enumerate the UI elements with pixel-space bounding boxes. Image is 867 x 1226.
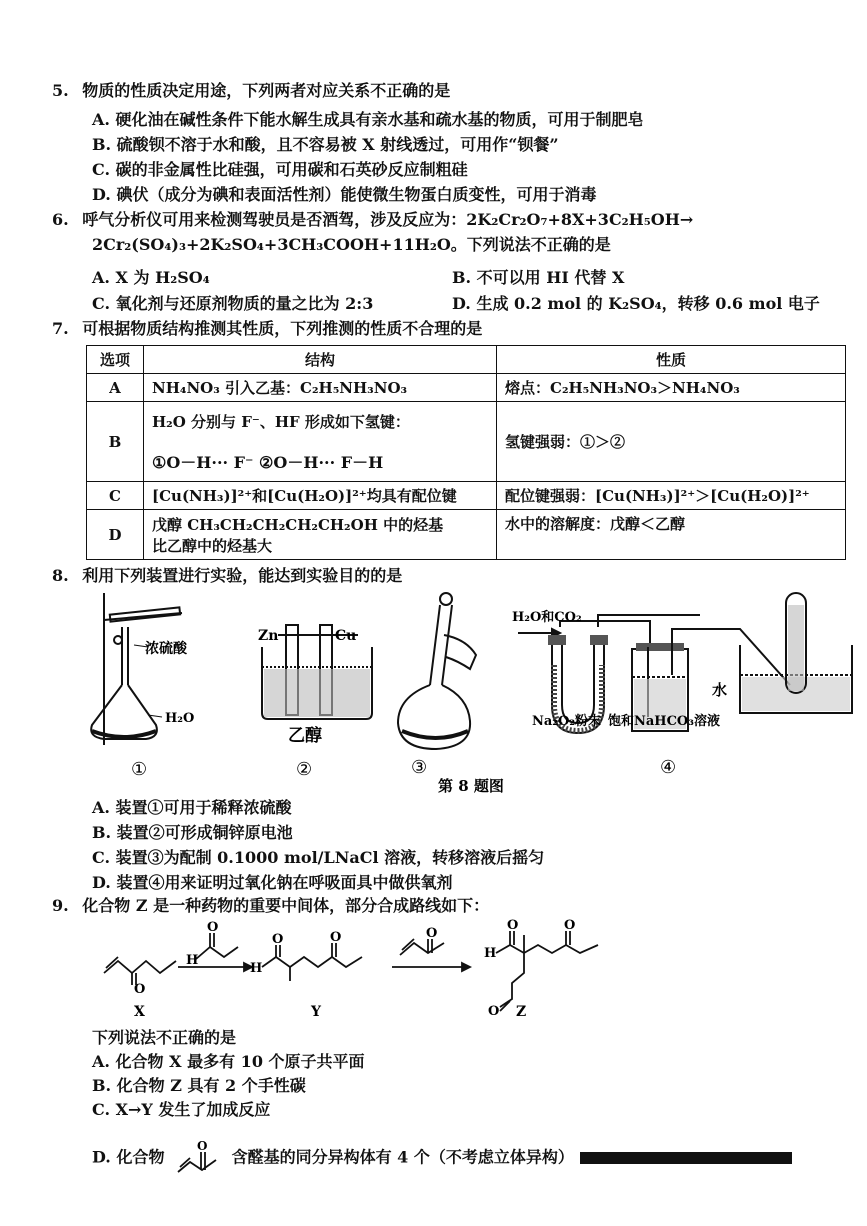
q7-row-a [87,374,846,402]
q7-row-d-option: D [87,510,144,560]
q8-label-zn: Zn [258,628,279,644]
q7-row-c-option: C [87,482,144,510]
q9-y-ester-o: O [330,930,342,945]
q6-option-b: B. 不可以用 HI 代替 X [452,268,625,287]
q7-row-d-structure-cell [144,510,497,560]
q8-figure-num-3: ③ [411,757,428,778]
q6-option-a: A. X 为 H₂SO₄ [92,268,210,287]
q9-label-x: X [134,1004,145,1020]
reagent-mvk-structure [400,939,444,955]
q8-label-h2o-co2: H₂O和CO₂ [512,610,582,625]
redaction-bar [580,1152,792,1164]
q7-row-b-structure-bonds: ①O－H··· F⁻ ②O－H··· F－H [152,452,384,472]
q7-row-c-property: 配位键强弱：[Cu(NH₃)]²⁺＞[Cu(H₂O)]²⁺ [497,482,846,510]
q7-row-d-property: 水中的溶解度：戊醇＜乙醇 [497,510,846,560]
q9-option-d-suffix: 含醛基的同分异构体有 4 个（不考虑立体异构） [231,1147,574,1167]
q9-number: 9. [52,896,69,915]
q6-option-c: C. 氧化剂与还原剂物质的量之比为 2:3 [92,294,374,313]
q7-row-c-structure: [Cu(NH₃)]²⁺和[Cu(H₂O)]²⁺均具有配位键 [144,482,497,510]
q8-figure-num-2: ② [296,759,313,780]
q6-number: 6. [52,210,69,229]
q9-x-carbonyl-o: O [134,982,146,997]
q6-text-1: 呼气分析仪可用来检测驾驶员是否酒驾，涉及反应为：2K₂Cr₂O₇+8X+3C₂H₅OH→ [82,210,694,229]
q7-header-option: 选项 [87,346,144,374]
compound-x-structure [104,957,176,985]
q8-option-a: A. 装置①可用于稀释浓硫酸 [92,798,292,817]
q9-option-d-o: O [197,1139,208,1153]
q5-option-d: D. 碘伏（成分为碘和表面活性剂）能使微生物蛋白质变性，可用于消毒 [92,185,597,204]
q8-label-conc-sulfuric-acid: 浓硫酸 [145,641,187,657]
q8-label-water-2: 水 [712,681,728,699]
q6-option-d: D. 生成 0.2 mol 的 K₂SO₄，转移 0.6 mol 电子 [452,294,820,313]
q9-mvk-o: O [426,926,438,941]
q7-row-b-structure: H₂O 分别与 F⁻、HF 形成如下氢键： [152,412,410,431]
q6-stem-line1 [52,207,693,230]
q8-option-c: C. 装置③为配制 0.1000 mol/LNaCl 溶液，转移溶液后摇匀 [92,848,545,867]
q5-option-c: C. 碳的非金属性比硅强，可用碳和石英砂反应制粗硅 [92,160,468,179]
q7-row-b-property: 氢键强弱：①＞② [497,402,846,482]
q7-header-property: 性质 [497,346,846,374]
q9-z-aldehyde-o: O [507,918,519,933]
q8-figure-num-1: ① [131,759,148,780]
compound-y-structure [262,943,362,981]
q7-row-d-structure-2: 比乙醇中的烃基大 [152,536,273,555]
q9-option-b: B. 化合物 Z 具有 2 个手性碳 [92,1076,306,1095]
q8-figure-num-4: ④ [660,757,677,778]
q9-reagent-h: H [186,953,199,968]
q9-option-c: C. X→Y 发生了加成反应 [92,1100,271,1119]
q5-option-b: B. 硫酸钡不溶于水和酸，且不容易被 X 射线透过，可用作“钡餐” [92,135,559,154]
q8-text: 利用下列装置进行实验，能达到实验目的的是 [82,566,403,585]
q7-row-a-property: 熔点：C₂H₅NH₃NO₃＞NH₄NO₃ [497,374,846,402]
q9-option-d-prefix: D. 化合物 [92,1147,165,1167]
q9-option-d-mvk-structure [174,1138,222,1178]
q9-label-y: Y [311,1004,321,1020]
q5-text: 物质的性质决定用途，下列两者对应关系不正确的是 [82,81,451,100]
q6-stem-line2: 2Cr₂(SO₄)₃+2K₂SO₄+3CH₃COOH+11H₂O。下列说法不正确的是 [92,235,611,254]
q7-row-a-option: A [87,374,144,402]
q7-stem [52,316,482,339]
q8-apparatus-figure [0,585,867,800]
q7-row-a-structure: NH₄NO₃ 引入乙基：C₂H₅NH₃NO₃ [144,374,497,402]
q5-stem [52,78,450,101]
q9-z-ketone-o: O [488,1004,500,1019]
reagent-propanal-structure [196,933,238,959]
q9-z-h: H [484,946,497,961]
q7-row-c [87,482,846,510]
q8-number: 8. [52,566,69,585]
q7-row-b [87,402,846,482]
q7-number: 7. [52,319,69,338]
q9-option-a: A. 化合物 X 最多有 10 个原子共平面 [92,1052,365,1071]
q8-label-nahco3: 饱和NaHCO₃溶液 [608,714,720,729]
q9-y-aldehyde-o: O [272,932,284,947]
q9-y-h: H [250,961,263,976]
q9-option-d [92,1138,574,1178]
q9-sub-stem: 下列说法不正确的是 [92,1028,237,1047]
q9-label-z: Z [516,1004,527,1020]
q7-header-row [87,346,846,374]
q8-option-d: D. 装置④用来证明过氧化钠在呼吸面具中做供氧剂 [92,873,453,892]
q9-z-ester-o: O [564,918,576,933]
q9-stem [52,893,489,916]
q8-option-b: B. 装置②可形成铜锌原电池 [92,823,293,842]
q7-row-d [87,510,846,560]
q8-stem [52,563,402,586]
q9-reagent-o: O [207,920,219,935]
q5-option-a: A. 硬化油在碱性条件下能水解生成具有亲水基和疏水基的物质，可用于制肥皂 [92,110,644,129]
q7-text: 可根据物质结构推测其性质，下列推测的性质不合理的是 [82,319,483,338]
compound-z-structure [496,931,598,1011]
apparatus-3-flask-in-hand [398,593,476,749]
q5-number: 5. [52,81,69,100]
q7-header-structure: 结构 [144,346,497,374]
q8-label-ethanol: 乙醇 [288,726,322,746]
q9-text: 化合物 Z 是一种药物的重要中间体，部分合成路线如下： [82,896,490,915]
q7-table [86,345,846,560]
q9-synthesis-route [0,915,867,1025]
q7-row-b-option: B [87,402,144,482]
q7-row-d-structure: 戊醇 CH₃CH₂CH₂CH₂CH₂OH 中的烃基 [152,515,444,534]
q7-row-b-structure-cell [144,402,497,482]
q8-label-water-1: H₂O [165,711,195,726]
q8-label-na2o2: Na₂O₂粉末 [532,714,602,729]
q8-label-cu: Cu [335,628,357,644]
q8-caption: 第 8 题图 [438,777,504,795]
